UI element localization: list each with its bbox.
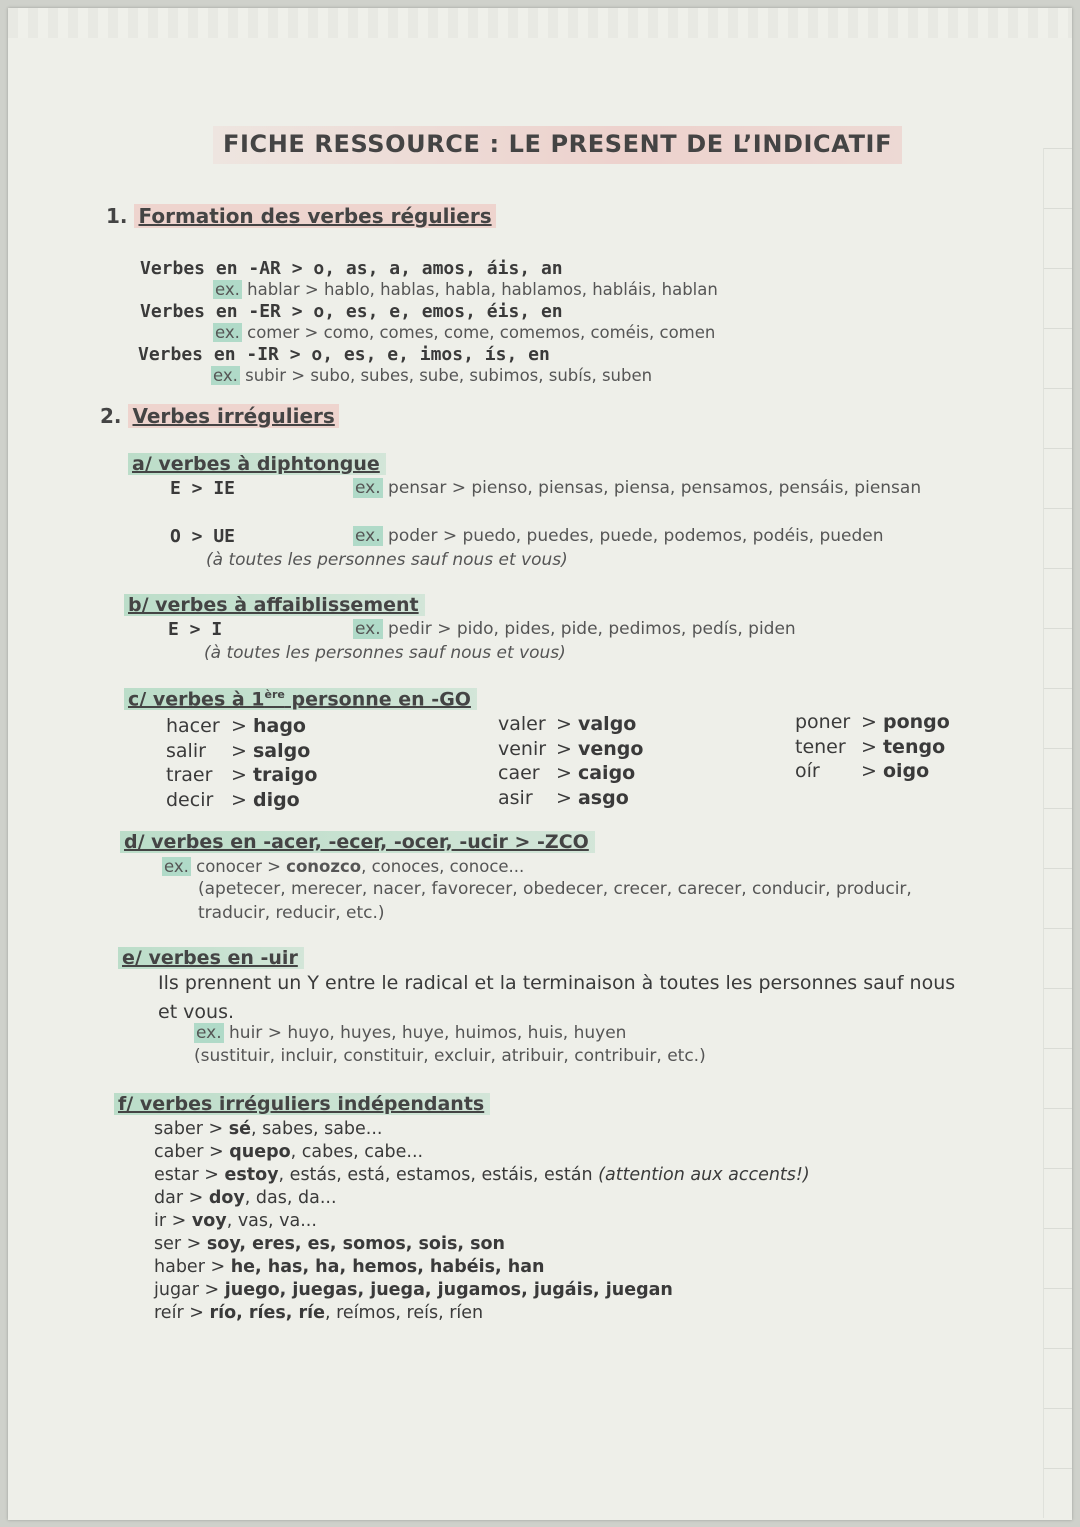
zco-verb-list-line-2: traducir, reducir, etc.)	[198, 903, 385, 923]
zco-example	[162, 857, 524, 876]
example-tag: ex.	[215, 323, 240, 342]
bold-forms: doy	[208, 1188, 245, 1208]
diphthong-o-ue-example	[353, 526, 884, 546]
diphthong-e-ie-label: E > IE	[170, 478, 236, 499]
example-text: pedir > pido, pides, pide, pedimos, pedís, piden	[388, 619, 796, 639]
infinitive: ser >	[154, 1234, 207, 1254]
go-verb-row	[498, 737, 643, 762]
section-1-title: Formation des verbes réguliers	[134, 204, 495, 228]
uir-verb-list: (sustituir, incluir, constituir, excluir, atribuir, contribuir, etc.)	[194, 1046, 706, 1066]
go-verb-row	[166, 763, 317, 788]
infinitive: valer	[498, 713, 546, 735]
example-text: poder > puedo, puedes, puede, podemos, podéis, pueden	[388, 526, 884, 546]
other-forms: , sabes, sabe...	[251, 1119, 383, 1139]
example-text: pensar > pienso, piensas, piensa, pensamos, pensáis, piensan	[388, 478, 922, 498]
infinitive: traer	[166, 764, 213, 786]
go-verb-row	[498, 786, 643, 811]
verb-line	[154, 1141, 810, 1164]
weakening-label: E > I	[168, 619, 223, 640]
bold-forms: estoy	[224, 1165, 279, 1185]
first-person-form: salgo	[252, 739, 311, 762]
subsection-c-heading-start: c/ verbes à 1	[128, 688, 265, 711]
first-person-form: digo	[252, 788, 300, 811]
example-ir	[211, 366, 652, 385]
example-ar	[213, 280, 718, 299]
go-verb-row	[795, 710, 950, 735]
subsection-b-heading: b/ verbes à affaiblissement	[124, 594, 425, 616]
first-person-form: traigo	[252, 764, 318, 786]
verb-line	[154, 1256, 810, 1279]
infinitive: decir	[166, 788, 214, 811]
first-person-form: pongo	[882, 711, 950, 733]
example-tag: ex.	[213, 366, 238, 385]
superscript-ere: ère	[264, 688, 285, 701]
infinitive: reír >	[154, 1303, 210, 1323]
section-1-number: 1.	[106, 204, 128, 228]
arrow: >	[556, 713, 572, 735]
infinitive: haber >	[154, 1257, 231, 1277]
independent-verbs-list	[154, 1118, 810, 1325]
weakening-note: (à toutes les personnes sauf nous et vous)	[204, 643, 566, 663]
infinitive: salir	[166, 739, 206, 762]
go-verb-row	[498, 712, 643, 737]
bold-forms: he, has, ha, hemos, habéis, han	[230, 1257, 545, 1277]
infinitive: dar >	[154, 1188, 209, 1208]
infinitive: estar >	[154, 1165, 225, 1185]
example-tag: ex.	[355, 526, 381, 546]
bold-forms: voy	[191, 1211, 227, 1231]
verb-line	[154, 1233, 810, 1256]
arrow: >	[231, 764, 247, 786]
arrow: >	[556, 786, 572, 809]
arrow: >	[556, 762, 572, 784]
other-forms: , reímos, reís, ríen	[324, 1303, 484, 1323]
infinitive: hacer	[166, 715, 220, 737]
go-verb-row	[166, 788, 317, 813]
verb-line	[154, 1302, 810, 1325]
arrow: >	[861, 711, 877, 733]
go-verb-row	[498, 761, 643, 786]
uir-rule-line-1: Ils prennent un Y entre le radical et la terminaison à toutes les personnes sauf nous	[158, 972, 956, 994]
infinitive: asir	[498, 786, 533, 809]
arrow: >	[231, 715, 247, 737]
subsection-c-heading	[124, 688, 477, 710]
first-person-form: tengo	[882, 735, 946, 758]
bold-forms: soy, eres, es, somos, sois, son	[206, 1234, 505, 1254]
document-page	[8, 8, 1072, 1520]
first-person-form: oigo	[882, 760, 930, 782]
arrow: >	[231, 788, 247, 811]
section-2-number: 2.	[100, 404, 122, 428]
infinitive: caber >	[154, 1142, 230, 1162]
first-person-form: asgo	[577, 786, 629, 809]
section-1-heading	[106, 204, 496, 228]
arrow: >	[861, 735, 877, 758]
zco-verb-list-line-1: (apetecer, merecer, nacer, favorecer, obedecer, crecer, carecer, conducir, producir,	[198, 879, 912, 899]
go-verbs-column-3	[795, 710, 950, 784]
example-tag: ex.	[355, 619, 381, 639]
rule-ir: Verbes en -IR > o, es, e, imos, ís, en	[138, 344, 550, 365]
go-verb-row	[795, 735, 950, 760]
subsection-d-heading: d/ verbes en -acer, -ecer, -ocer, -ucir > -ZCO	[120, 831, 595, 853]
example-bold-form: conozco	[286, 857, 362, 876]
infinitive: jugar >	[154, 1280, 225, 1300]
go-verb-row	[795, 759, 950, 784]
go-verbs-column-2	[498, 712, 643, 810]
go-verb-row	[166, 739, 317, 764]
example-tag: ex.	[215, 280, 240, 299]
arrow: >	[556, 737, 572, 760]
example-tag: ex.	[196, 1023, 222, 1043]
go-verb-row	[166, 714, 317, 739]
example-er	[213, 323, 715, 342]
section-2-heading	[100, 404, 339, 428]
bold-forms: sé	[228, 1119, 251, 1139]
grid-paper-edge	[1043, 148, 1072, 1518]
infinitive: ir >	[154, 1211, 192, 1231]
infinitive: tener	[795, 735, 846, 758]
other-forms: , cabes, cabe...	[290, 1142, 424, 1162]
arrow: >	[231, 739, 247, 762]
section-2-title: Verbes irréguliers	[128, 404, 338, 428]
subsection-e-heading: e/ verbes en -uir	[118, 947, 304, 969]
verb-line	[154, 1187, 810, 1210]
infinitive: caer	[498, 762, 540, 784]
first-person-form: caigo	[577, 762, 636, 784]
example-text: hablar > hablo, hablas, habla, hablamos, habláis, hablan	[247, 280, 718, 299]
bold-forms: río, ríes, ríe	[209, 1303, 325, 1323]
example-text: comer > como, comes, come, comemos, coméis, comen	[247, 323, 716, 342]
rule-ar: Verbes en -AR > o, as, a, amos, áis, an	[140, 258, 563, 279]
other-forms: , das, da...	[244, 1188, 337, 1208]
rule-er: Verbes en -ER > o, es, e, emos, éis, en	[140, 301, 563, 322]
subsection-c-heading-end: personne en -GO	[284, 688, 471, 711]
infinitive: saber >	[154, 1119, 229, 1139]
subsection-a-heading: a/ verbes à diphtongue	[128, 453, 386, 475]
subsection-f-heading: f/ verbes irréguliers indépendants	[114, 1093, 490, 1115]
infinitive: venir	[498, 737, 547, 760]
page-title: FICHE RESSOURCE : LE PRESENT DE L’INDICATIF	[213, 126, 902, 164]
first-person-form: hago	[252, 715, 306, 737]
go-verbs-column-1	[166, 714, 317, 812]
other-forms: , estás, está, estamos, estáis, están	[278, 1165, 599, 1185]
example-text: subir > subo, subes, sube, subimos, subís, suben	[245, 366, 653, 385]
diphthong-e-ie-example	[353, 478, 921, 498]
first-person-form: vengo	[577, 737, 644, 760]
verb-line	[154, 1118, 810, 1141]
example-tag: ex.	[355, 478, 381, 498]
arrow: >	[861, 760, 877, 782]
diphthong-note: (à toutes les personnes sauf nous et vous)	[206, 550, 568, 570]
verb-line	[154, 1210, 810, 1233]
uir-rule-line-2: et vous.	[158, 1001, 235, 1023]
infinitive: poner	[795, 711, 851, 733]
example-rest: , conoces, conoce...	[361, 857, 525, 876]
uir-example	[194, 1023, 626, 1043]
bold-forms: quepo	[229, 1142, 291, 1162]
note: (attention aux accents!)	[598, 1165, 810, 1185]
example-infinitive: conocer >	[196, 857, 281, 876]
infinitive: oír	[795, 760, 820, 782]
other-forms: , vas, va...	[226, 1211, 317, 1231]
example-text: huir > huyo, huyes, huye, huimos, huis, huyen	[229, 1023, 627, 1043]
first-person-form: valgo	[577, 713, 637, 735]
bold-forms: juego, juegas, juega, jugamos, jugáis, juegan	[224, 1280, 673, 1300]
diphthong-o-ue-label: O > UE	[170, 526, 236, 547]
verb-line	[154, 1279, 810, 1302]
weakening-example	[353, 619, 796, 639]
example-tag: ex.	[164, 857, 189, 876]
verb-line	[154, 1164, 810, 1187]
